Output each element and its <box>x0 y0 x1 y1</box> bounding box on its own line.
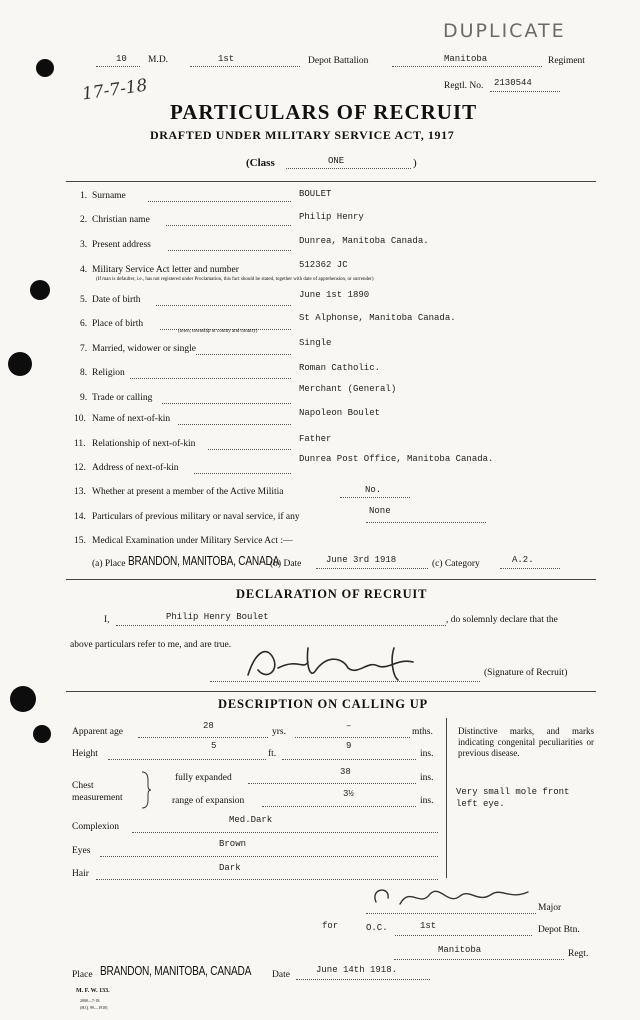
class-label: (Class <box>246 157 275 169</box>
msa-number-value: 512362 JC <box>299 260 348 270</box>
item-num: 9. <box>80 393 88 403</box>
item-num: 13. <box>74 487 86 497</box>
regiment-value: Manitoba <box>444 54 488 64</box>
class-value: ONE <box>328 156 345 166</box>
item-num: 1. <box>80 191 88 201</box>
item-label: Particulars of previous military or naval service, if any <box>92 512 300 522</box>
relationship-value: Father <box>299 434 332 444</box>
height-label: Height <box>72 749 98 759</box>
item-num: 7. <box>80 344 88 354</box>
medical-date-label: (b) Date <box>270 559 302 569</box>
item-label: Name of next-of-kin <box>92 414 171 424</box>
item-label: Surname <box>92 191 126 201</box>
trade-value: Merchant (General) <box>299 384 397 394</box>
item-num: 14. <box>74 512 86 522</box>
for-label: for <box>322 921 339 931</box>
item-label: Place of birth <box>92 319 144 329</box>
form-title: PARTICULARS OF RECRUIT <box>170 100 478 124</box>
present-address-value: Dunrea, Manitoba Canada. <box>299 236 429 246</box>
item-num: 10. <box>74 414 86 424</box>
item-label: Date of birth <box>92 295 141 305</box>
christian-name-value: Philip Henry <box>299 212 364 222</box>
eyes-label: Eyes <box>72 846 91 856</box>
height-ft-value: 5 <box>211 741 217 751</box>
item6-note: (town, township or county and country) <box>178 329 258 334</box>
range-value: 3½ <box>343 789 354 799</box>
marital-status-value: Single <box>299 338 332 348</box>
fully-ins-label: ins. <box>420 773 434 783</box>
item-label: Address of next-of-kin <box>92 463 179 473</box>
officer-signature <box>360 880 540 914</box>
age-months-value: – <box>346 721 352 731</box>
apparent-age-label: Apparent age <box>72 727 123 737</box>
recruit-signature <box>208 640 458 690</box>
declaration-heading: DECLARATION OF RECRUIT <box>236 587 428 601</box>
kin-address-value: Dunrea Post Office, Manitoba Canada. <box>299 454 494 464</box>
item-label: Christian name <box>92 215 150 225</box>
regt-label: Regt. <box>568 949 589 959</box>
eyes-value: Brown <box>219 839 247 849</box>
item-num: 15. <box>74 536 86 546</box>
depot-btn-label: Depot Btn. <box>538 925 580 935</box>
height-ins-value: 9 <box>346 741 352 751</box>
punch-hole <box>36 59 54 77</box>
item-label: Medical Examination under Military Service Act :— <box>92 536 293 546</box>
fully-expanded-label: fully expanded <box>175 773 232 783</box>
ft-label: ft. <box>268 749 277 759</box>
punch-hole <box>10 686 36 712</box>
medical-place-value: BRANDON, MANITOBA, CANADA <box>128 553 280 568</box>
item-label: Whether at present a member of the Active Militia <box>92 487 284 497</box>
next-of-kin-value: Napoleon Boulet <box>299 408 381 418</box>
major-label: Major <box>538 903 562 913</box>
declarant-name: Philip Henry Boulet <box>166 612 269 622</box>
declaration-i-label: I, <box>104 615 110 625</box>
unit-number: 10 <box>116 54 127 64</box>
footer-place-label: Place <box>72 970 93 980</box>
complexion-value: Med.Dark <box>229 815 273 825</box>
chest-brace <box>140 770 152 810</box>
regiment-label: Regiment <box>548 56 585 66</box>
item-label: Military Service Act letter and number <box>92 265 239 275</box>
medical-category-value: A.2. <box>512 555 534 565</box>
punch-hole <box>8 352 32 376</box>
fully-expanded-value: 38 <box>340 767 351 777</box>
form-subtitle: DRAFTED UNDER MILITARY SERVICE ACT, 1917 <box>150 128 455 142</box>
officer-regiment: Manitoba <box>438 945 482 955</box>
item-label: Religion <box>92 368 125 378</box>
hair-label: Hair <box>72 869 89 879</box>
form-number: M. F. W. 133. <box>76 988 110 994</box>
medical-place-label: (a) Place <box>92 559 126 569</box>
surname-value: BOULET <box>299 189 332 199</box>
item-num: 12. <box>74 463 86 473</box>
battalion-label: Depot Battalion <box>308 56 369 66</box>
officer-battalion: 1st <box>420 921 437 931</box>
mths-label: mths. <box>412 727 433 737</box>
item-label: Relationship of next-of-kin <box>92 439 196 449</box>
description-heading: DESCRIPTION ON CALLING UP <box>218 697 428 711</box>
print-line-2: (H.Q. 99—1918) <box>80 1005 108 1010</box>
item-num: 11. <box>74 439 86 449</box>
item-label: Present address <box>92 240 151 250</box>
battalion-number: 1st <box>218 54 235 64</box>
item-num: 8. <box>80 368 88 378</box>
item4-note: (If man is defaulter, i.e., has not registered under Proclamation, this fact should be stated, together with date of apprehension, or surrender) <box>96 277 374 282</box>
print-line-1: 2000—7-18. <box>80 998 101 1003</box>
hair-value: Dark <box>219 863 241 873</box>
yrs-label: yrs. <box>272 727 286 737</box>
item-num: 4. <box>80 265 88 275</box>
footer-date-value: June 14th 1918. <box>316 965 398 975</box>
punch-hole <box>33 725 51 743</box>
regtl-label: Regtl. No. <box>444 81 484 91</box>
item-label: Married, widower or single <box>92 344 196 354</box>
previous-service-value: None <box>369 506 391 516</box>
footer-place-value: BRANDON, MANITOBA, CANADA <box>100 963 252 978</box>
religion-value: Roman Catholic. <box>299 363 381 373</box>
item-num: 5. <box>80 295 88 305</box>
punch-hole <box>30 280 50 300</box>
complexion-label: Complexion <box>72 822 119 832</box>
handwritten-date: 17-7-18 <box>80 75 149 105</box>
signature-label: (Signature of Recruit) <box>484 668 568 678</box>
distinctive-marks-heading: Distinctive marks, and marks indicating congenital peculiarities or previous disease. <box>458 726 594 758</box>
item-num: 6. <box>80 319 88 329</box>
place-of-birth-value: St Alphonse, Manitoba Canada. <box>299 313 456 323</box>
footer-date-label: Date <box>272 970 290 980</box>
age-years-value: 28 <box>203 721 214 731</box>
militia-value: No. <box>365 485 382 495</box>
duplicate-stamp: DUPLICATE <box>443 20 566 42</box>
dob-value: June 1st 1890 <box>299 290 370 300</box>
range-ins-label: ins. <box>420 796 434 806</box>
range-label: range of expansion <box>172 796 245 806</box>
oc-label: O.C. <box>366 923 388 933</box>
distinctive-marks-value: Very small mole front left eye. <box>456 787 570 809</box>
chest-label: Chest measurement <box>72 781 123 803</box>
declaration-line2: above particulars refer to me, and are true. <box>70 640 232 650</box>
declaration-solemnly: , do solemnly declare that the <box>446 615 558 625</box>
item-label: Trade or calling <box>92 393 153 403</box>
medical-category-label: (c) Category <box>432 559 480 569</box>
ins-label: ins. <box>420 749 434 759</box>
medical-date-value: June 3rd 1918 <box>326 555 397 565</box>
md-label: M.D. <box>148 55 169 65</box>
regtl-number: 2130544 <box>494 78 532 88</box>
item-num: 3. <box>80 240 88 250</box>
class-close: ) <box>413 157 417 169</box>
item-num: 2. <box>80 215 88 225</box>
